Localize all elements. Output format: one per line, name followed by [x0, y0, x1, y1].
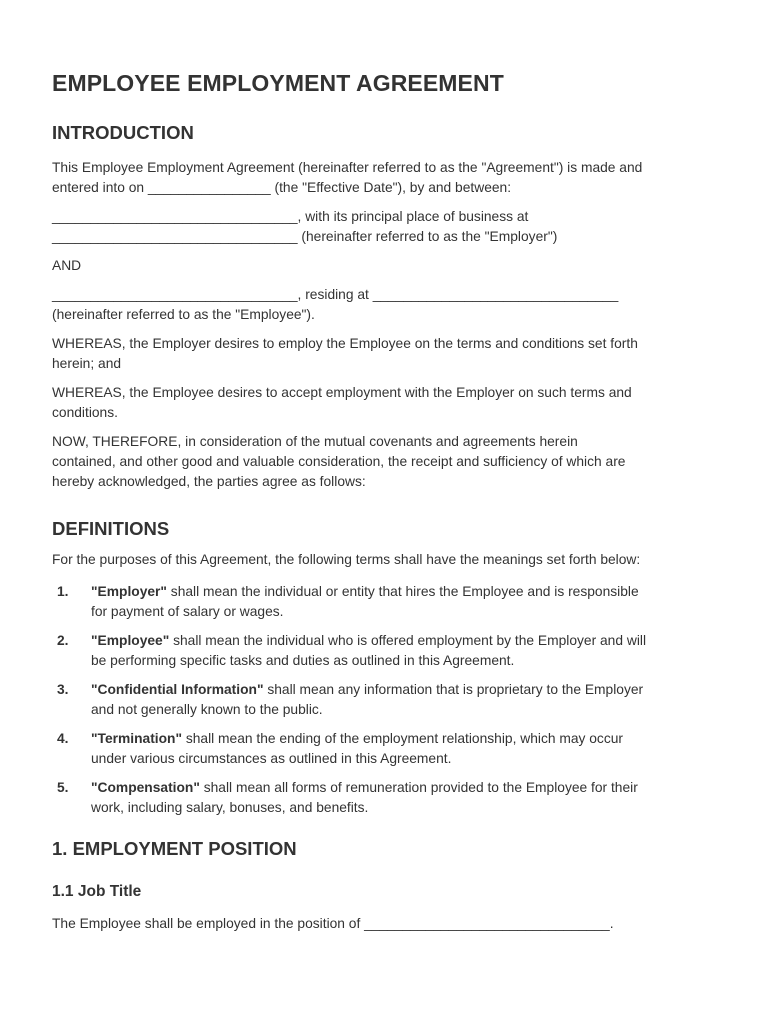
definitions-heading: DEFINITIONS	[52, 518, 170, 539]
whereas1-line-1: WHEREAS, the Employer desires to employ the Employee on the terms and conditions set forth	[52, 336, 638, 351]
list-number: 4.	[57, 731, 69, 746]
list-item	[52, 582, 722, 622]
definition-text: shall mean the individual or entity that hires the Employee and is responsible	[166, 584, 639, 599]
employee-line-1: ________________________________, residing at ________________________________	[52, 287, 619, 302]
employer-line-2: ________________________________ (hereinafter referred to as the "Employer")	[52, 229, 558, 244]
list-item	[52, 631, 722, 671]
employment-position-heading: 1. EMPLOYMENT POSITION	[52, 838, 297, 859]
definition-text: shall mean the ending of the employment relationship, which may occur	[182, 731, 623, 746]
employee-paragraph	[52, 285, 722, 325]
definition-text: shall mean the individual who is offered employment by the Employer and will	[169, 633, 647, 648]
whereas-paragraph-1	[52, 334, 722, 374]
definition-text: shall mean any information that is proprietary to the Employer	[263, 682, 644, 697]
list-item	[52, 729, 722, 769]
definition-text-cont: under various circumstances as outlined in this Agreement.	[91, 751, 452, 766]
now-line-3: hereby acknowledged, the parties agree as follows:	[52, 474, 366, 489]
intro-line-1: This Employee Employment Agreement (hereinafter referred to as the "Agreement") is made and	[52, 160, 643, 175]
now-line-2: contained, and other good and valuable consideration, the receipt and sufficiency of which are	[52, 454, 626, 469]
document-title: EMPLOYEE EMPLOYMENT AGREEMENT	[52, 70, 504, 96]
job-title-heading: 1.1 Job Title	[52, 883, 142, 900]
employee-line-2: (hereinafter referred to as the "Employee").	[52, 307, 315, 322]
whereas1-line-2: herein; and	[52, 356, 122, 371]
list-number: 1.	[57, 584, 69, 599]
job-title-text: The Employee shall be employed in the position of ________________________________.	[52, 916, 614, 931]
list-item	[52, 680, 722, 720]
intro-paragraph	[52, 158, 722, 198]
document-body	[52, 122, 722, 934]
definitions-list	[52, 582, 722, 818]
definition-text-cont: be performing specific tasks and duties as outlined in this Agreement.	[91, 653, 515, 668]
definition-term: "Employer"	[91, 584, 167, 599]
definition-term: "Compensation"	[91, 780, 200, 795]
definition-term: "Confidential Information"	[91, 682, 264, 697]
employer-line-1: ________________________________, with its principal place of business at	[52, 209, 529, 224]
definitions-lead: For the purposes of this Agreement, the following terms shall have the meanings set forth below:	[52, 552, 641, 567]
list-number: 2.	[57, 633, 69, 648]
now-line-1: NOW, THEREFORE, in consideration of the mutual covenants and agreements herein	[52, 434, 578, 449]
now-therefore-paragraph	[52, 432, 722, 492]
list-number: 3.	[57, 682, 69, 697]
whereas2-line-1: WHEREAS, the Employee desires to accept employment with the Employer on such terms and	[52, 385, 632, 400]
introduction-heading: INTRODUCTION	[52, 122, 194, 143]
definition-text-cont: and not generally known to the public.	[91, 702, 323, 717]
employer-paragraph	[52, 207, 722, 247]
definition-text-cont: work, including salary, bonuses, and benefits.	[91, 800, 369, 815]
definition-term: "Termination"	[91, 731, 183, 746]
whereas2-line-2: conditions.	[52, 405, 118, 420]
list-item	[52, 778, 722, 818]
and-text: AND	[52, 258, 82, 273]
definition-text-cont: for payment of salary or wages.	[91, 604, 284, 619]
definition-text: shall mean all forms of remuneration provided to the Employee for their	[199, 780, 638, 795]
definition-term: "Employee"	[91, 633, 170, 648]
list-number: 5.	[57, 780, 69, 795]
intro-line-2: entered into on ________________ (the "Effective Date"), by and between:	[52, 180, 512, 195]
whereas-paragraph-2	[52, 383, 722, 423]
